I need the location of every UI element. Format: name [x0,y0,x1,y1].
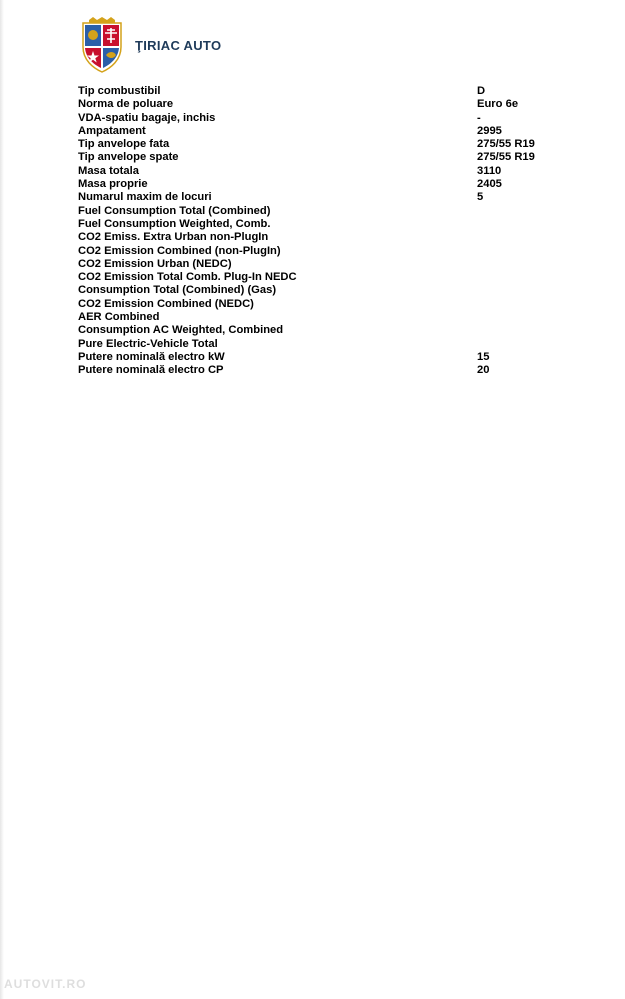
spec-value: 20 [477,364,490,377]
spec-label: Masa totala [78,164,139,177]
header [80,17,221,73]
spec-value: 3110 [477,164,502,177]
spec-label: Consumption Total (Combined) (Gas) [78,284,277,297]
spec-label: VDA-spatiu bagaje, inchis [78,111,216,124]
spec-row [78,191,558,204]
spec-value: Euro 6e [477,98,519,111]
spec-label: Numarul maxim de locuri [78,191,212,204]
spec-label: Masa proprie [78,178,148,191]
spec-row [78,138,558,151]
page-edge [0,0,4,999]
spec-label: Ampatament [78,124,146,137]
spec-value: 2405 [477,178,502,191]
spec-row [78,298,558,311]
spec-label: CO2 Emiss. Extra Urban non-PlugIn [78,231,269,244]
tiriac-crest-logo [80,17,124,73]
spec-label: Pure Electric-Vehicle Total [78,337,218,350]
spec-label: Tip combustibil [78,85,161,97]
spec-value: D [477,85,486,97]
spec-row [78,85,558,98]
spec-label: CO2 Emission Combined (non-PlugIn) [78,244,281,257]
specs-table [78,85,558,378]
spec-row [78,258,558,271]
spec-value: 275/55 R19 [477,138,535,151]
spec-label: AER Combined [78,311,160,324]
spec-label: CO2 Emission Combined (NEDC) [78,297,254,310]
spec-row [78,165,558,178]
spec-label: CO2 Emission Total Comb. Plug-In NEDC [78,271,297,284]
spec-row [78,338,558,351]
spec-label: Norma de poluare [78,98,174,111]
spec-row [78,324,558,337]
spec-row [78,311,558,324]
spec-row [78,245,558,258]
spec-row [78,112,558,125]
spec-row [78,125,558,138]
spec-row [78,231,558,244]
spec-label: CO2 Emission Urban (NEDC) [78,257,232,270]
spec-row [78,98,558,111]
spec-label: Fuel Consumption Weighted, Comb. [78,217,271,230]
spec-label: Consumption AC Weighted, Combined [78,324,284,337]
spec-label: Putere nominală electro kW [78,350,225,363]
spec-row [78,178,558,191]
spec-row [78,205,558,218]
spec-row [78,364,558,377]
spec-label: Fuel Consumption Total (Combined) [78,204,271,217]
spec-row [78,218,558,231]
spec-row [78,351,558,364]
spec-row [78,284,558,297]
spec-value: 15 [477,350,490,363]
spec-label: Tip anvelope spate [78,151,179,164]
spec-label: Tip anvelope fata [78,138,170,151]
spec-value: - [477,111,481,124]
spec-row [78,271,558,284]
spec-value: 5 [477,191,484,204]
spec-value: 275/55 R19 [477,151,535,164]
spec-row [78,151,558,164]
watermark: AUTOVIT.RO [4,977,87,991]
spec-label: Putere nominală electro CP [78,364,224,377]
spec-value: 2995 [477,124,502,137]
brand-name: ŢIRIAC AUTO [135,37,222,53]
